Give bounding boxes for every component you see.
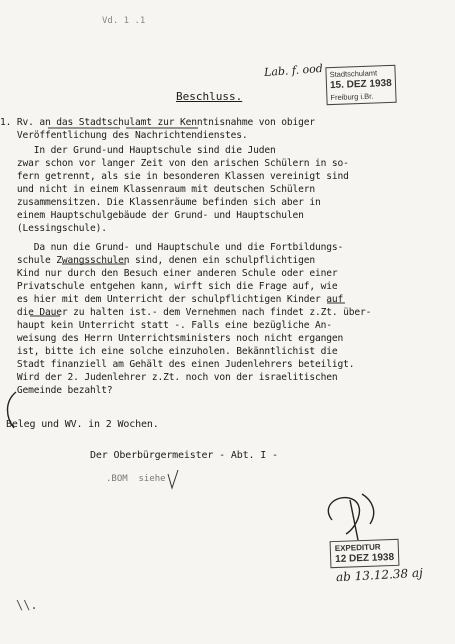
body-line: 1. Rv. an das Stadtschulamt zur Kenntnisnahme von obiger: [0, 117, 316, 128]
top-mark: Vd. 1 .1: [102, 16, 146, 26]
body-line: Privatschule entgehen kann, wirft sich die Frage auf, wie: [0, 281, 338, 292]
body-line: In der Grund-und Hauptschule sind die Juden: [0, 145, 276, 156]
body-line: fern getrennt, als sie in besonderen Klassen vereinigt sind: [0, 171, 349, 182]
authority-line: Der Oberbürgermeister - Abt. I -: [90, 450, 278, 461]
handwritten-signature: [328, 494, 373, 540]
body-line: haupt kein Unterricht statt -. Falls eine bezügliche An-: [0, 320, 332, 331]
body-line: Veröffentlichung des Nachrichtendienstes.: [0, 130, 248, 141]
handwritten-note: Lab. f. ood: [263, 61, 324, 80]
body-line: weisung des Herrn Unterrichtsministers noch nicht ergangen: [0, 333, 344, 344]
body-line: schule Zwangsschulen sind, denen ein schulpflichtigen: [0, 255, 316, 266]
body-line: Wird der 2. Judenlehrer z.Zt. noch von der israelitischen: [0, 372, 338, 383]
bottom-mark: \\.: [16, 598, 38, 612]
body-line: Kind nur durch den Besuch einer anderen Schule oder einer: [0, 268, 338, 279]
body-line: Gemeinde bezahlt?: [0, 385, 113, 396]
body-line: einem Hauptschulgebäude der Grund- und Hauptschulen: [0, 210, 304, 221]
stamp-office: Stadtschulamt: [329, 68, 378, 80]
stamp-date: 15. DEZ 1938: [329, 77, 392, 92]
smudged-line: .BOM siehe: [106, 474, 177, 484]
beleg-line: Beleg und WV. in 2 Wochen.: [6, 419, 159, 430]
body-line: Da nun die Grund- und Hauptschule und die Fortbildungs-: [0, 242, 344, 253]
expedition-handwritten: ab 13.12.38 aj: [335, 565, 424, 585]
expedition-date: 12 DEZ 1938: [335, 551, 395, 566]
body-line: zwar schon vor langer Zeit von den arischen Schülern in so-: [0, 158, 349, 169]
body-line: und nicht in einem Klassenraum mit deutschen Schülern: [0, 184, 316, 195]
stamp-city: Freiburg i.Br.: [330, 91, 374, 103]
body-line: Stadt finanziell am Gehält des einen Judenlehrers beteiligt.: [0, 359, 355, 370]
body-line: es hier mit dem Unterricht der schulpflichtigen Kinder auf: [0, 294, 344, 305]
expedition-label: EXPEDITUR: [334, 542, 381, 554]
body-line: zusammensitzen. Die Klassenräume befinden sich aber in: [0, 197, 321, 208]
body-line: ist, bitte ich eine solche einzuholen. Bekänntlichist die: [0, 346, 338, 357]
body-line: (Lessingschule).: [0, 223, 107, 234]
expedition-stamp: [330, 539, 400, 568]
page-title: Beschluss.: [176, 90, 243, 103]
body-line: die Dauer zu halten ist.- dem Vernehmen nach findet z.Zt. über-: [0, 307, 372, 318]
